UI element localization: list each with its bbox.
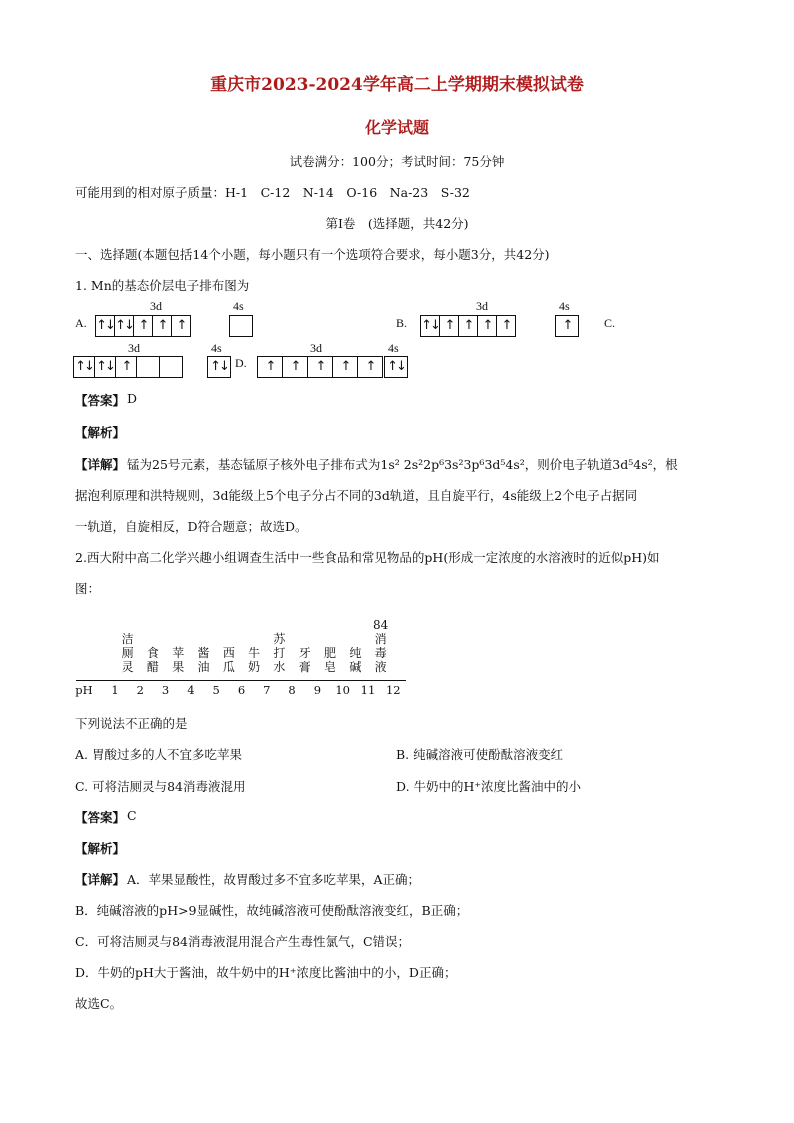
ph-tick-label: 8 [288,683,296,697]
ph-item-label: 肥皂 [324,646,337,674]
orbital: ↑↓ [95,357,116,377]
ph-tick-label: 4 [187,683,195,697]
ph-tick-label: 3 [161,683,170,697]
orbital [160,357,182,377]
q1-b-3d-label: 3d [476,299,488,313]
orbital: ↑ [134,316,153,336]
ph-item-label: 洁厕灵 [121,632,134,674]
ph-item-label: 84消毒液 [373,618,389,674]
orbital: ↑ [283,357,308,377]
q2-stem-line: 图： [75,581,101,596]
ph-tick-label: 9 [313,683,322,697]
q2-detail-line: D．牛奶的pH大于酱油，故牛奶中的H⁺浓度比酱油中的小，D正确； [75,965,457,980]
q1-a-3d-label: 3d [150,299,162,313]
q1-b-3d-orbitals [420,315,516,337]
q2-detail-tag: 【详解】 [75,872,126,887]
orbital [230,316,252,336]
ph-tick-label: 7 [263,683,271,697]
q1-detail-line: 锰为25号元素，基态锰原子核外电子排布式为1s² 2s²2p⁶3s²3p⁶3d⁵4s²，则价电子轨道3d⁵4s²，根 [127,457,678,472]
q2-stem-line: 2.西大附中高二化学兴趣小组调查生活中一些食品和常见物品的pH(形成一定浓度的水溶液时的近似pH)如 [75,550,660,565]
ph-tick-label: 12 [385,683,401,697]
section-heading: 第Ⅰ卷 (选择题，共42分) [325,216,469,231]
orbital: ↑ [258,357,283,377]
q1-option-d-label: D. [235,356,247,370]
q1-d-3d-orbitals [257,356,383,378]
orbital: ↑↓ [115,316,134,336]
orbital: ↑ [440,316,459,336]
orbital: ↑ [365,359,375,374]
ph-tick-label: 10 [335,683,350,697]
q1-d-3d-label: 3d [310,341,322,355]
q1-answer: D [127,391,138,406]
ph-tick-label: 5 [212,683,220,697]
q1-analysis-tag: 【解析】 [75,425,126,440]
orbital: ↑↓ [421,316,440,336]
q1-c-4s-label: 4s [211,341,222,355]
ph-item-label: 纯碱 [349,646,362,674]
q1-c-3d-label: 3d [128,341,140,355]
orbital: ↑↓ [96,316,115,336]
section-instructions: 一、选择题(本题包括14个小题，每小题只有一个选项符合要求，每小题3分，共42分) [75,247,550,262]
q2-option-a: A. 胃酸过多的人不宜多吃苹果 [75,747,242,762]
ph-item-label: 牙膏 [298,646,311,674]
q2-detail-line: A．苹果显酸性，故胃酸过多不宜多吃苹果，A正确； [127,872,421,887]
orbital [137,357,160,377]
page-subtitle: 化学试题 [364,118,429,137]
q2-detail-line: C．可将洁厕灵与84消毒液混用混合产生毒性氯气，C错误； [75,934,411,949]
ph-item-label: 酱油 [197,646,210,674]
ph-item-label: 食醋 [146,646,159,674]
q1-answer-tag: 【答案】 [75,393,126,408]
q1-a-4s-label: 4s [233,299,244,313]
q1-d-4s-label: 4s [388,341,399,355]
ph-axis-line [76,680,406,681]
q1-detail-line: 一轨道，自旋相反，D符合题意；故选D。 [75,519,308,534]
orbital: ↑↓ [387,359,405,374]
ph-tick-label: 11 [360,683,376,697]
page-title: 重庆市2023-2024学年高二上学期期末模拟试卷 [210,75,584,95]
orbital: ↑ [562,318,572,333]
q1-option-b-label: B. [396,316,408,330]
orbital: ↑ [116,357,137,377]
exam-info: 试卷满分：100分；考试时间：75分钟 [289,154,505,169]
q1-stem: 1. Mn的基态价层电子排布图为 [75,278,250,293]
q2-analysis-tag: 【解析】 [75,841,126,856]
orbital: ↑ [333,357,358,377]
q2-prompt: 下列说法不正确的是 [75,716,188,731]
orbital: ↑ [176,318,186,333]
orbital: ↑ [501,318,511,333]
orbital: ↑↓ [74,357,95,377]
q1-a-4s-orbital [229,315,253,337]
orbital: ↑↓ [210,359,228,374]
q2-answer-tag: 【答案】 [75,810,126,825]
q1-detail-tag: 【详解】 [75,457,126,472]
q2-detail-line: 故选C。 [75,996,123,1011]
orbital: ↑ [153,316,172,336]
ph-scale-chart [70,605,415,700]
q1-option-a-label: A. [75,316,87,330]
q2-option-d: D. 牛奶中的H⁺浓度比酱油中的小 [396,779,582,794]
q1-detail-line: 据泡利原理和洪特规则，3d能级上5个电子分占不同的3d轨道，且自旋平行，4s能级上2个电子占据同 [75,488,638,503]
q2-answer: C [127,808,137,823]
orbital: ↑ [308,357,333,377]
ph-item-label: 苹果 [172,646,185,674]
q1-c-3d-orbitals [73,356,183,378]
q1-b-4s-orbital [555,315,579,337]
q1-option-c-label: C. [604,316,616,330]
q1-c-4s-orbital [207,356,231,378]
ph-tick-label: 6 [237,683,246,697]
q1-b-4s-label: 4s [559,299,570,313]
ph-tick-label: 2 [136,683,144,697]
ph-item-label: 苏打水 [273,632,286,674]
ph-axis-label: pH [75,683,93,697]
ph-item-label: 牛奶 [248,646,261,674]
orbital: ↑ [478,316,497,336]
atomic-masses: 可能用到的相对原子质量：H-1 C-12 N-14 O-16 Na-23 S-32 [75,185,470,200]
q2-detail-line: B．纯碱溶液的pH>9显碱性，故纯碱溶液可使酚酞溶液变红，B正确； [75,903,469,918]
ph-tick-label: 1 [111,683,119,697]
ph-item-label: 西瓜 [222,646,235,674]
q1-d-4s-orbital [384,356,408,378]
orbital: ↑ [459,316,478,336]
q2-option-c: C. 可将洁厕灵与84消毒液混用 [75,779,246,794]
q2-option-b: B. 纯碱溶液可使酚酞溶液变红 [396,747,564,762]
q1-a-3d-orbitals [95,315,191,337]
